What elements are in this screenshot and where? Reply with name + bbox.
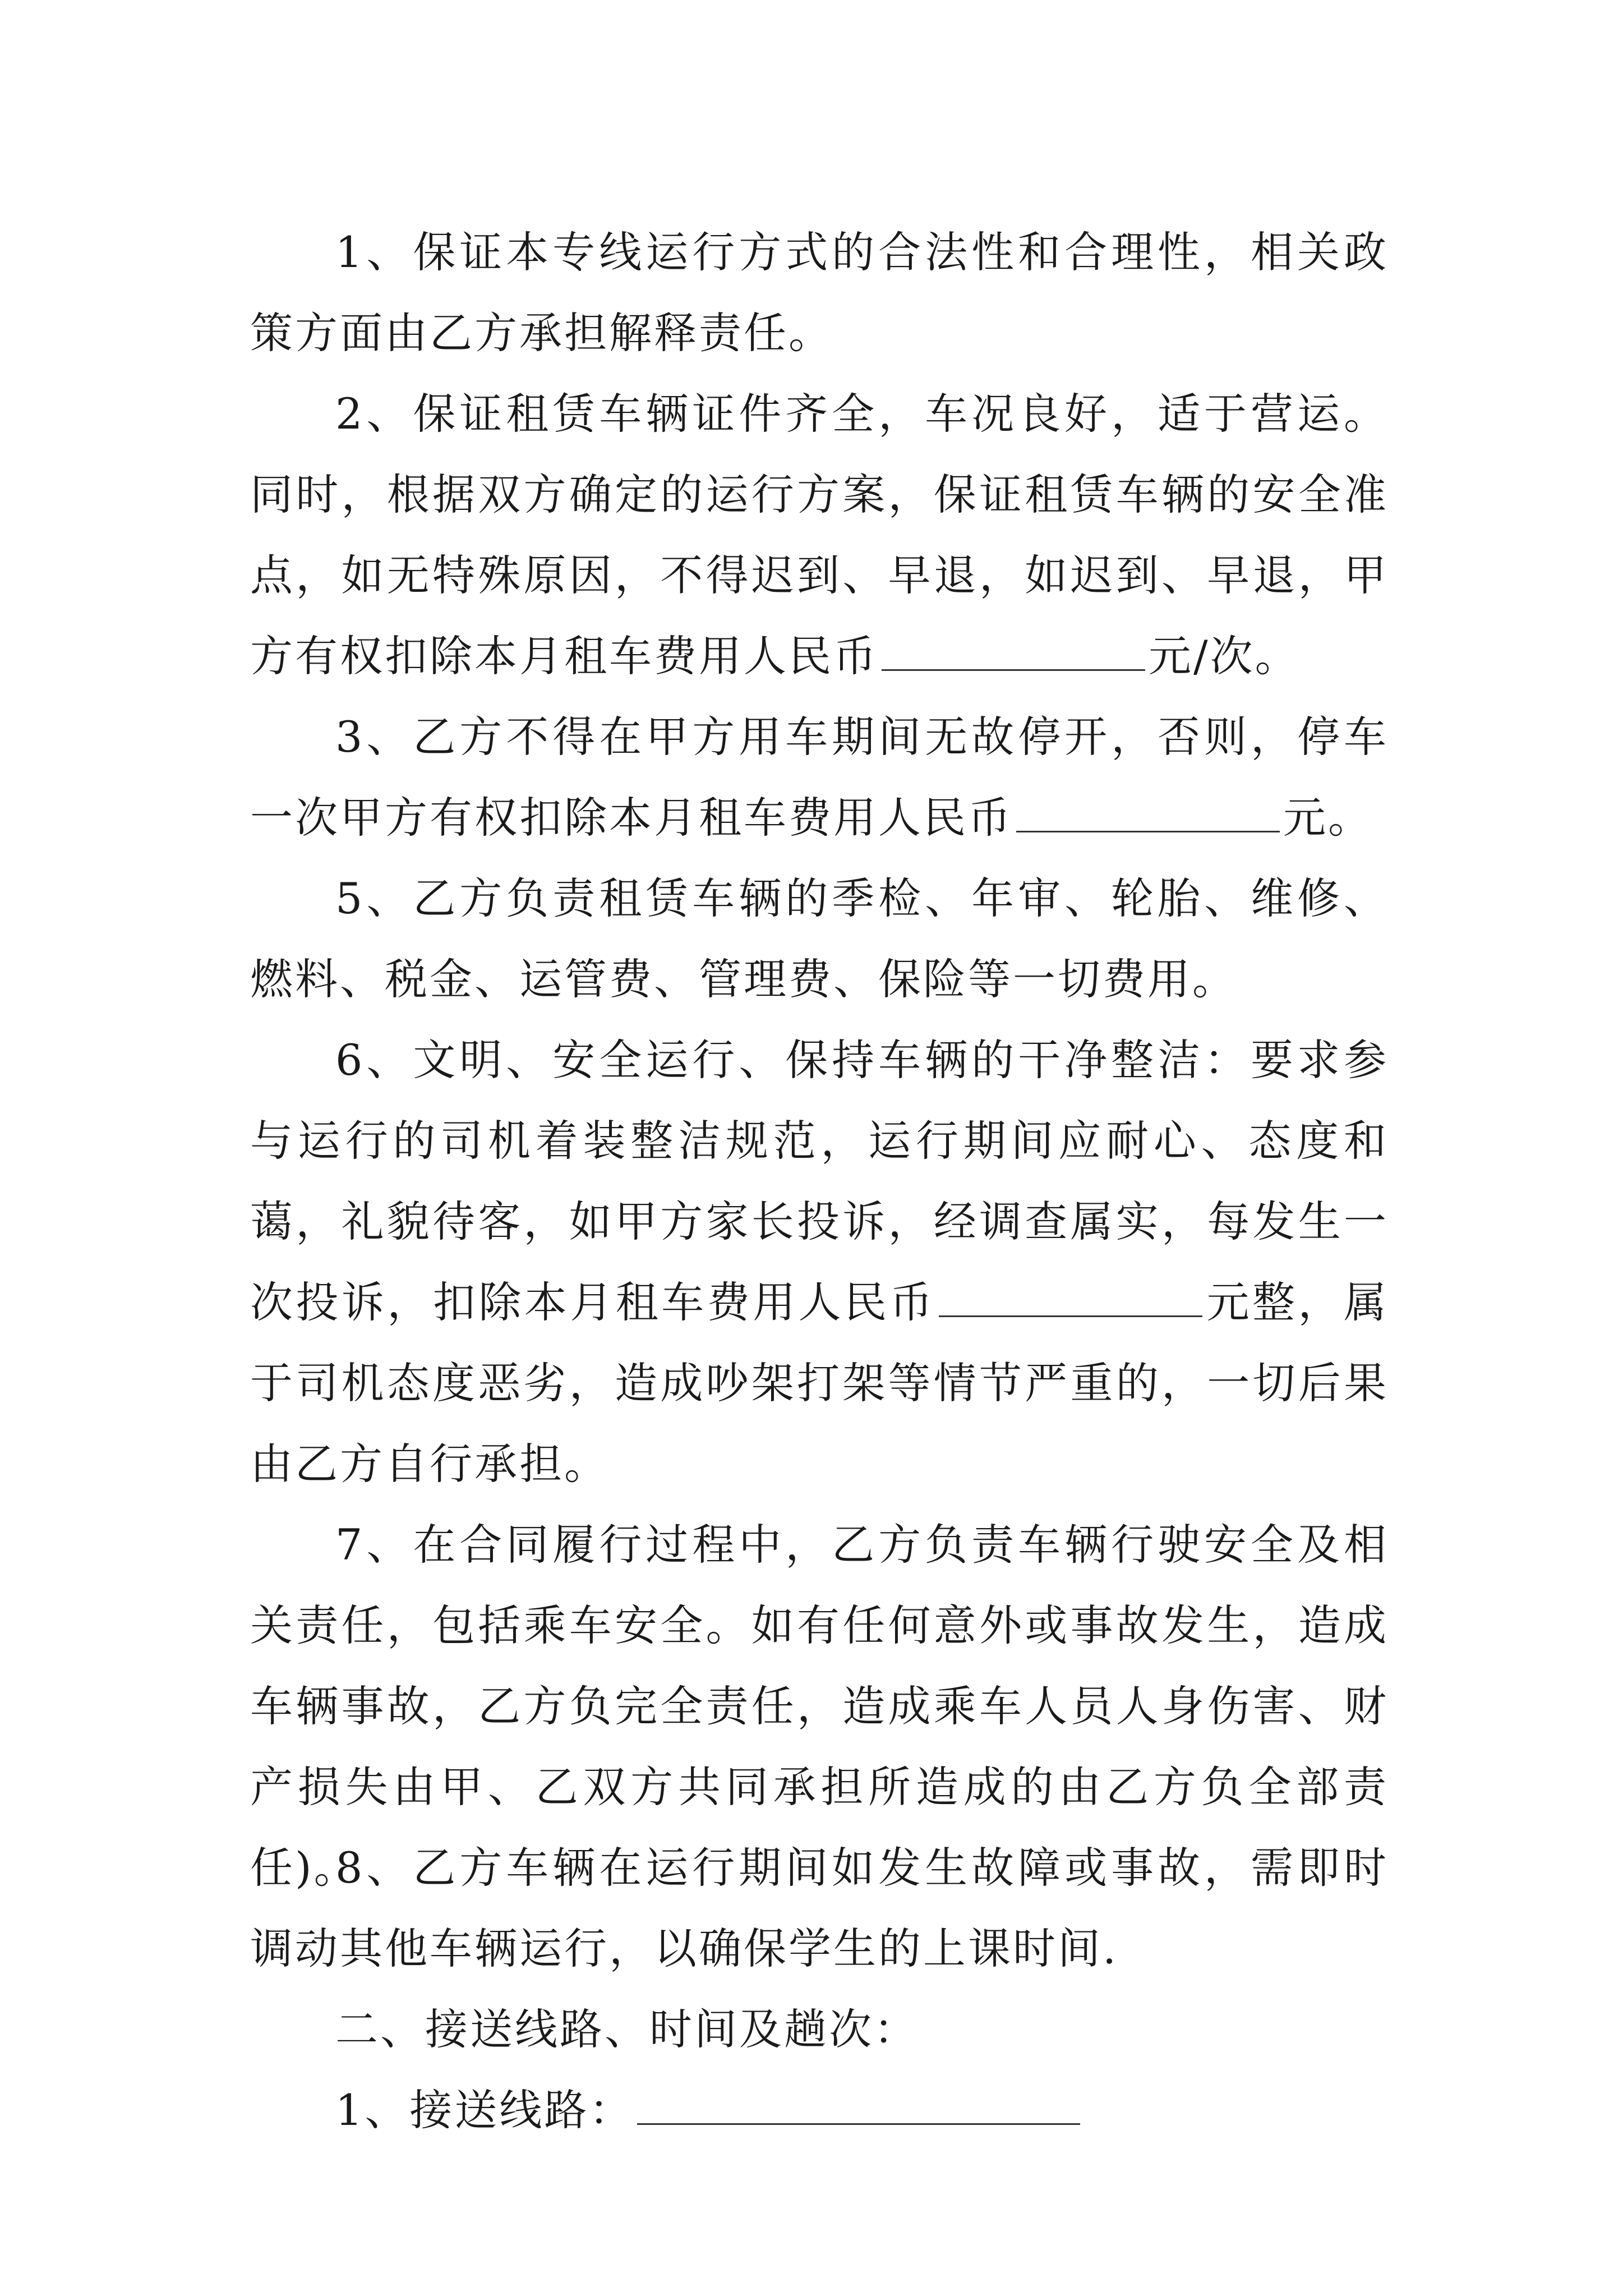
- paragraph-8: [250, 1828, 1389, 1989]
- paragraph-1-text: 1、保证本专线运行方式的合法性和合理性，相关政策方面由乙方承担解释责任。: [250, 227, 1389, 358]
- paragraph-2: [250, 374, 1389, 697]
- paragraph-5-text: 5、乙方负责租赁车辆的季检、年审、轮胎、维修、燃料、税金、运管费、管理费、保险等一切费用。: [250, 873, 1389, 1004]
- paragraph-8-text: 8、乙方车辆在运行期间如发生故障或事故，需即时调动其他车辆运行，以确保学生的上课时间.: [250, 1843, 1389, 1973]
- paragraph-5: [250, 858, 1389, 1020]
- paragraph-3: [250, 697, 1389, 858]
- route-label: 1、接送线路：: [335, 2085, 634, 2135]
- paragraph-2-text: 2、保证租赁车辆证件齐全，车况良好，适于营运。同时，根据双方确定的运行方案，保证租赁车辆的安全准点，如无特殊原因，不得迟到、早退，如迟到、早退，甲方有权扣除本月租车费用人民币: [250, 389, 1389, 681]
- blank-fill-line[interactable]: [939, 1271, 1202, 1317]
- paragraph-6-tail: 元整，属于司机态度恶劣，造成吵架打架等情节严重的，一切后果由乙方自行承担。: [250, 1277, 1389, 1489]
- route-blank-fill-line[interactable]: [637, 2078, 1080, 2125]
- paragraph-7-text: 7、在合同履行过程中，乙方负责车辆行驶安全及相关责任，包括乘车安全。如有任何意外或事故发生，造成车辆事故，乙方负完全责任，造成乘车人员人身伤害、财产损失由甲、乙双方共同承担所造成的由乙方负全部责任)。: [250, 1520, 1389, 1893]
- route-line: [250, 2070, 1389, 2151]
- blank-fill-line[interactable]: [882, 624, 1145, 671]
- paragraph-2-tail: 元/次。: [1149, 631, 1300, 681]
- paragraph-6: [250, 1020, 1389, 1504]
- paragraph-3-tail: 元。: [1283, 793, 1373, 843]
- section-heading-text: 二、接送线路、时间及趟次：: [335, 2004, 919, 2054]
- section-heading-routes: [250, 1989, 1389, 2070]
- blank-fill-line[interactable]: [1016, 786, 1280, 832]
- paragraph-1: [250, 212, 1389, 374]
- paragraph-6-text: 6、文明、安全运行、保持车辆的干净整洁：要求参与运行的司机着装整洁规范，运行期间应耐心、态度和蔼，礼貌待客，如甲方家长投诉，经调查属实，每发生一次投诉，扣除本月租车费用人民币: [250, 1035, 1389, 1327]
- paragraph-3-text: 3、乙方不得在甲方用车期间无故停开，否则，停车一次甲方有权扣除本月租车费用人民币: [250, 712, 1389, 843]
